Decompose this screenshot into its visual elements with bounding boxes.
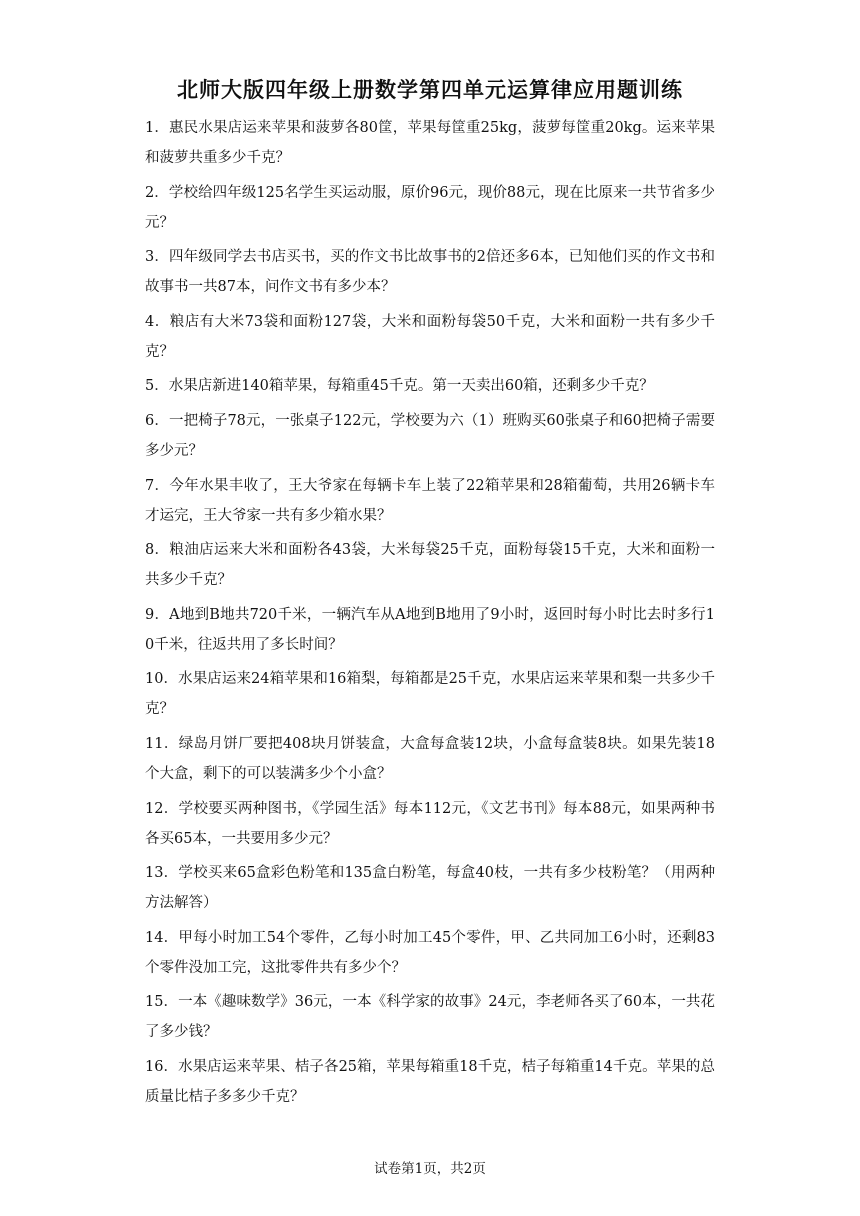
question-item: 6．一把椅子78元，一张桌子122元，学校要为六（1）班购买60张桌子和60把椅子需要多少元？ bbox=[145, 412, 715, 459]
page-footer: 试卷第1页，共2页 bbox=[374, 1161, 486, 1177]
question-item: 2．学校给四年级125名学生买运动服，原价96元，现价88元，现在比原来一共节省多少元？ bbox=[145, 184, 715, 231]
question-item: 10．水果店运来24箱苹果和16箱梨，每箱都是25千克，水果店运来苹果和梨一共多少千克？ bbox=[145, 671, 715, 718]
question-item: 7．今年水果丰收了，王大爷家在每辆卡车上装了22箱苹果和28箱葡萄，共用26辆卡车才运完，王大爷家一共有多少箱水果？ bbox=[145, 477, 715, 524]
question-item: 4．粮店有大米73袋和面粉127袋，大米和面粉每袋50千克，大米和面粉一共有多少千克？ bbox=[145, 313, 715, 360]
question-item: 1．惠民水果店运来苹果和菠萝各80筐，苹果每筐重25kg，菠萝每筐重20kg。运来苹果和菠萝共重多少千克？ bbox=[145, 120, 715, 166]
question-item: 16．水果店运来苹果、桔子各25箱，苹果每箱重18千克，桔子每箱重14千克。苹果的总质量比桔子多多少千克？ bbox=[145, 1058, 715, 1105]
question-item: 8．粮油店运来大米和面粉各43袋，大米每袋25千克，面粉每袋15千克，大米和面粉一共多少千克？ bbox=[145, 542, 715, 589]
question-item: 15．一本《趣味数学》36元，一本《科学家的故事》24元，李老师各买了60本，一共花了多少钱？ bbox=[145, 994, 715, 1041]
question-item: 11．绿岛月饼厂要把408块月饼装盒，大盒每盒装12块，小盒每盒装8块。如果先装18个大盒，剩下的可以装满多少个小盒？ bbox=[145, 735, 715, 782]
question-item: 13．学校买来65盒彩色粉笔和135盒白粉笔，每盒40枝，一共有多少枝粉笔？（用两种方法解答） bbox=[145, 865, 715, 912]
question-item: 14．甲每小时加工54个零件，乙每小时加工45个零件，甲、乙共同加工6小时，还剩83个零件没加工完，这批零件共有多少个？ bbox=[145, 929, 715, 976]
question-item: 5．水果店新进140箱苹果，每箱重45千克。第一天卖出60箱，还剩多少千克？ bbox=[145, 378, 654, 395]
page-title: 北师大版四年级上册数学第四单元运算律应用题训练 bbox=[177, 78, 683, 102]
question-item: 3．四年级同学去书店买书，买的作文书比故事书的2倍还多6本，已知他们买的作文书和故事书一共87本，问作文书有多少本？ bbox=[145, 249, 715, 296]
question-item: 12．学校要买两种图书，《学园生活》每本112元，《文艺书刊》每本88元，如果两种书各买65本，一共要用多少元？ bbox=[145, 800, 715, 847]
question-item: 9．A地到B地共720千米，一辆汽车从A地到B地用了9小时，返回时每小时比去时多行10千米，往返共用了多长时间？ bbox=[145, 606, 715, 653]
question-list bbox=[145, 113, 715, 1117]
